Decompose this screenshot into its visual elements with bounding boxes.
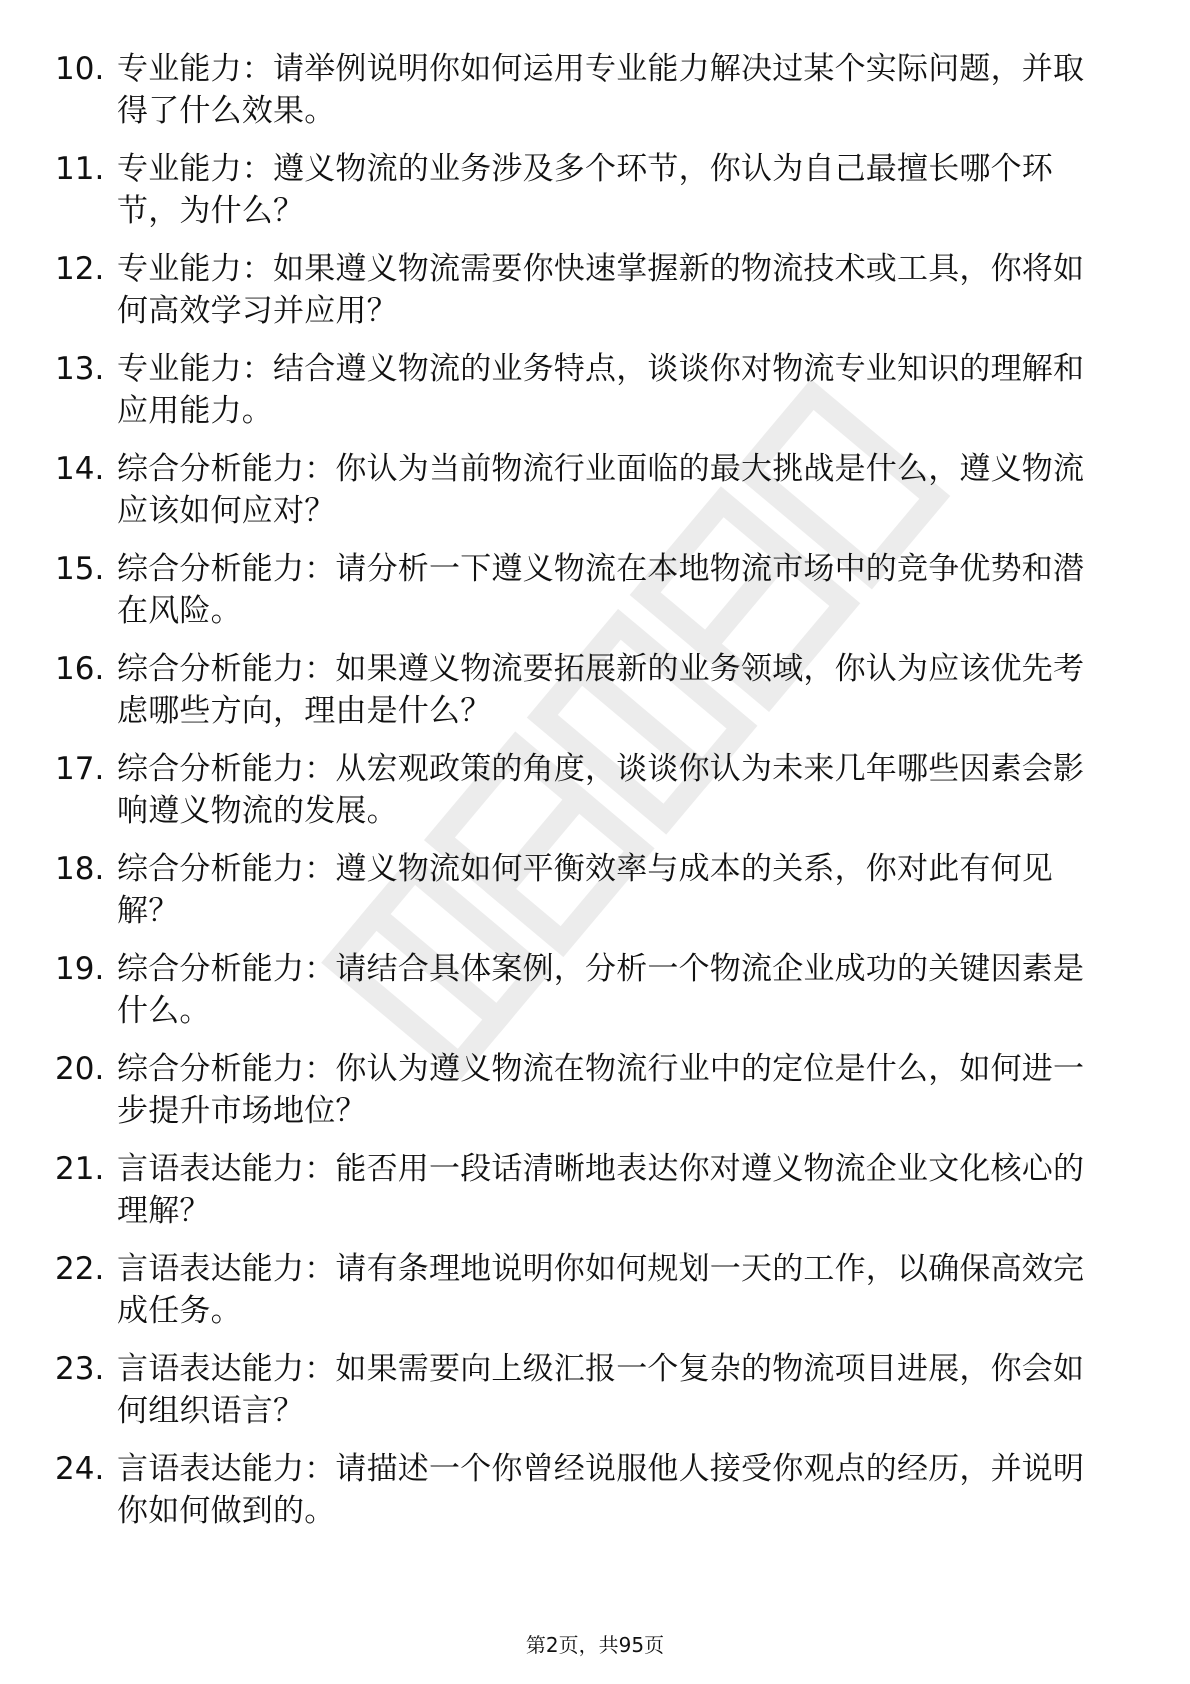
question-text: 言语表达能力：请有条理地说明你如何规划一天的工作，以确保高效完成任务。 bbox=[117, 1251, 1085, 1329]
list-item bbox=[55, 348, 1115, 432]
list-item bbox=[55, 548, 1115, 632]
question-text: 综合分析能力：你认为当前物流行业面临的最大挑战是什么，遵义物流应该如何应对？ bbox=[117, 451, 1085, 529]
question-number: 14. bbox=[55, 451, 105, 487]
list-item bbox=[55, 1448, 1115, 1532]
list-item bbox=[55, 1348, 1115, 1432]
question-number: 17. bbox=[55, 751, 105, 787]
page-number-label: 第2页，共95页 bbox=[525, 1633, 665, 1657]
question-number: 23. bbox=[55, 1351, 105, 1387]
question-number: 20. bbox=[55, 1051, 105, 1087]
list-item bbox=[55, 448, 1115, 532]
question-text: 言语表达能力：如果需要向上级汇报一个复杂的物流项目进展，你会如何组织语言？ bbox=[117, 1351, 1085, 1429]
question-number: 18. bbox=[55, 851, 105, 887]
question-text: 综合分析能力：从宏观政策的角度，谈谈你认为未来几年哪些因素会影响遵义物流的发展。 bbox=[117, 751, 1085, 829]
question-list bbox=[55, 48, 1115, 1548]
list-item bbox=[55, 948, 1115, 1032]
list-item bbox=[55, 48, 1115, 132]
question-text: 专业能力：请举例说明你如何运用专业能力解决过某个实际问题，并取得了什么效果。 bbox=[117, 51, 1085, 129]
question-text: 综合分析能力：如果遵义物流要拓展新的业务领域，你认为应该优先考虑哪些方向，理由是什么？ bbox=[117, 651, 1085, 729]
list-item bbox=[55, 1248, 1115, 1332]
list-item bbox=[55, 148, 1115, 232]
question-text: 专业能力：结合遵义物流的业务特点，谈谈你对物流专业知识的理解和应用能力。 bbox=[117, 351, 1085, 429]
list-item bbox=[55, 1148, 1115, 1232]
question-text: 综合分析能力：你认为遵义物流在物流行业中的定位是什么，如何进一步提升市场地位？ bbox=[117, 1051, 1085, 1129]
question-number: 22. bbox=[55, 1251, 105, 1287]
question-number: 13. bbox=[55, 351, 105, 387]
question-text: 综合分析能力：遵义物流如何平衡效率与成本的关系，你对此有何见解？ bbox=[117, 851, 1053, 929]
list-item bbox=[55, 848, 1115, 932]
list-item bbox=[55, 248, 1115, 332]
question-text: 言语表达能力：能否用一段话清晰地表达你对遵义物流企业文化核心的理解？ bbox=[117, 1151, 1085, 1229]
question-number: 19. bbox=[55, 951, 105, 987]
question-number: 16. bbox=[55, 651, 105, 687]
question-number: 12. bbox=[55, 251, 105, 287]
list-item bbox=[55, 748, 1115, 832]
question-text: 综合分析能力：请分析一下遵义物流在本地物流市场中的竞争优势和潜在风险。 bbox=[117, 551, 1085, 629]
question-number: 11. bbox=[55, 151, 105, 187]
question-number: 24. bbox=[55, 1451, 105, 1487]
question-number: 21. bbox=[55, 1151, 105, 1187]
question-text: 专业能力：如果遵义物流需要你快速掌握新的物流技术或工具，你将如何高效学习并应用？ bbox=[117, 251, 1085, 329]
list-item bbox=[55, 648, 1115, 732]
question-number: 10. bbox=[55, 51, 105, 87]
page-footer bbox=[0, 1632, 1190, 1658]
question-text: 专业能力：遵义物流的业务涉及多个环节，你认为自己最擅长哪个环节，为什么？ bbox=[117, 151, 1053, 229]
question-text: 言语表达能力：请描述一个你曾经说服他人接受你观点的经历，并说明你如何做到的。 bbox=[117, 1451, 1085, 1529]
question-number: 15. bbox=[55, 551, 105, 587]
list-item bbox=[55, 1048, 1115, 1132]
question-text: 综合分析能力：请结合具体案例，分析一个物流企业成功的关键因素是什么。 bbox=[117, 951, 1085, 1029]
